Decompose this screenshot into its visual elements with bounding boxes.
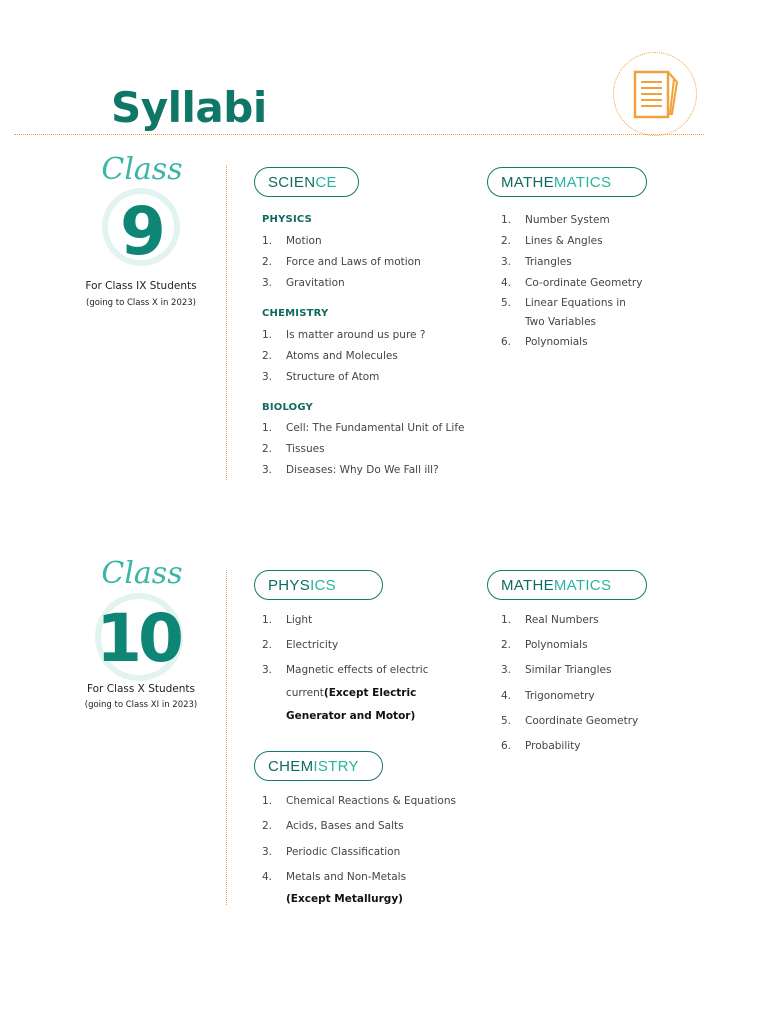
list-item: 1. Light bbox=[262, 614, 313, 626]
list-item: 1. Is matter around us pure ? bbox=[262, 329, 426, 341]
pill-text-accent: MATICS bbox=[553, 173, 612, 191]
list-item: 1. Number System bbox=[501, 214, 610, 226]
pill-text-accent: ICS bbox=[310, 576, 336, 594]
list-item: 1. Chemical Reactions & Equations bbox=[262, 795, 456, 807]
class9-mathematics-heading bbox=[487, 167, 647, 197]
list-item: 2. Atoms and Molecules bbox=[262, 350, 398, 362]
class10-chemistry-heading bbox=[254, 751, 383, 781]
list-item: 6. Polynomials bbox=[501, 336, 588, 348]
class9-biology-subheading: BIOLOGY bbox=[262, 402, 313, 413]
list-item-continued: (Except Metallurgy) bbox=[286, 893, 403, 905]
list-item: 1. Motion bbox=[262, 235, 322, 247]
list-item: 4. Trigonometry bbox=[501, 690, 595, 702]
class9-chemistry-subheading: CHEMISTRY bbox=[262, 308, 329, 319]
class9-going-text: (going to Class X in 2023) bbox=[86, 298, 196, 308]
pill-text: CHEM bbox=[268, 757, 314, 775]
list-item: 5. Linear Equations in bbox=[501, 297, 626, 309]
pill-text: PHYS bbox=[268, 576, 311, 594]
list-item: 6. Probability bbox=[501, 740, 581, 752]
class10-divider bbox=[226, 570, 227, 905]
class9-physics-subheading: PHYSICS bbox=[262, 214, 312, 225]
list-item: 2. Acids, Bases and Salts bbox=[262, 820, 404, 832]
class9-science-heading bbox=[254, 167, 359, 197]
list-item: 3. Magnetic effects of electric bbox=[262, 664, 429, 676]
list-item: 4. Metals and Non-Metals bbox=[262, 871, 407, 883]
class10-going-text: (going to Class XI in 2023) bbox=[84, 700, 198, 710]
list-item: 5. Coordinate Geometry bbox=[501, 715, 639, 727]
class9-for-text: For Class IX Students bbox=[85, 280, 197, 292]
list-item: 3. Gravitation bbox=[262, 277, 345, 289]
class10-mathematics-heading bbox=[487, 570, 647, 600]
pill-text: MATHE bbox=[501, 173, 554, 191]
class10-class-word: Class bbox=[101, 556, 183, 591]
class9-class-word: Class bbox=[101, 152, 183, 187]
list-item: 3. Diseases: Why Do We Fall ill? bbox=[262, 464, 439, 476]
class9-number: 9 bbox=[120, 193, 162, 270]
class10-for-text: For Class X Students bbox=[86, 683, 196, 695]
list-item-continued: current (Except Electric bbox=[286, 687, 417, 699]
list-item: 4. Co-ordinate Geometry bbox=[501, 277, 643, 289]
list-item: 2. Force and Laws of motion bbox=[262, 256, 421, 268]
pill-text: SCIEN bbox=[268, 173, 316, 191]
pill-text-accent: MATICS bbox=[553, 576, 612, 594]
list-item: 2. Tissues bbox=[262, 443, 325, 455]
list-item: 2. Electricity bbox=[262, 639, 339, 651]
header-divider bbox=[14, 134, 704, 135]
list-item: 3. Similar Triangles bbox=[501, 664, 612, 676]
page-title: Syllabi bbox=[111, 83, 267, 132]
pill-text-accent: ISTRY bbox=[313, 757, 359, 775]
pill-text: MATHE bbox=[501, 576, 554, 594]
list-item: 3. Triangles bbox=[501, 256, 572, 268]
list-item: 1. Real Numbers bbox=[501, 614, 599, 626]
list-item: 2. Lines & Angles bbox=[501, 235, 603, 247]
class10-physics-heading bbox=[254, 570, 383, 600]
list-item-continued: Generator and Motor) bbox=[286, 710, 416, 722]
document-stack-icon bbox=[613, 52, 697, 136]
class9-divider bbox=[226, 165, 227, 480]
class10-number: 10 bbox=[96, 600, 180, 677]
list-item: 2. Polynomials bbox=[501, 639, 588, 651]
pill-text-accent: CE bbox=[315, 173, 337, 191]
list-item: 3. Periodic Classification bbox=[262, 846, 401, 858]
list-item: 3. Structure of Atom bbox=[262, 371, 380, 383]
list-item: 1. Cell: The Fundamental Unit of Life bbox=[262, 422, 465, 434]
list-item-continued: Two Variables bbox=[525, 316, 597, 328]
